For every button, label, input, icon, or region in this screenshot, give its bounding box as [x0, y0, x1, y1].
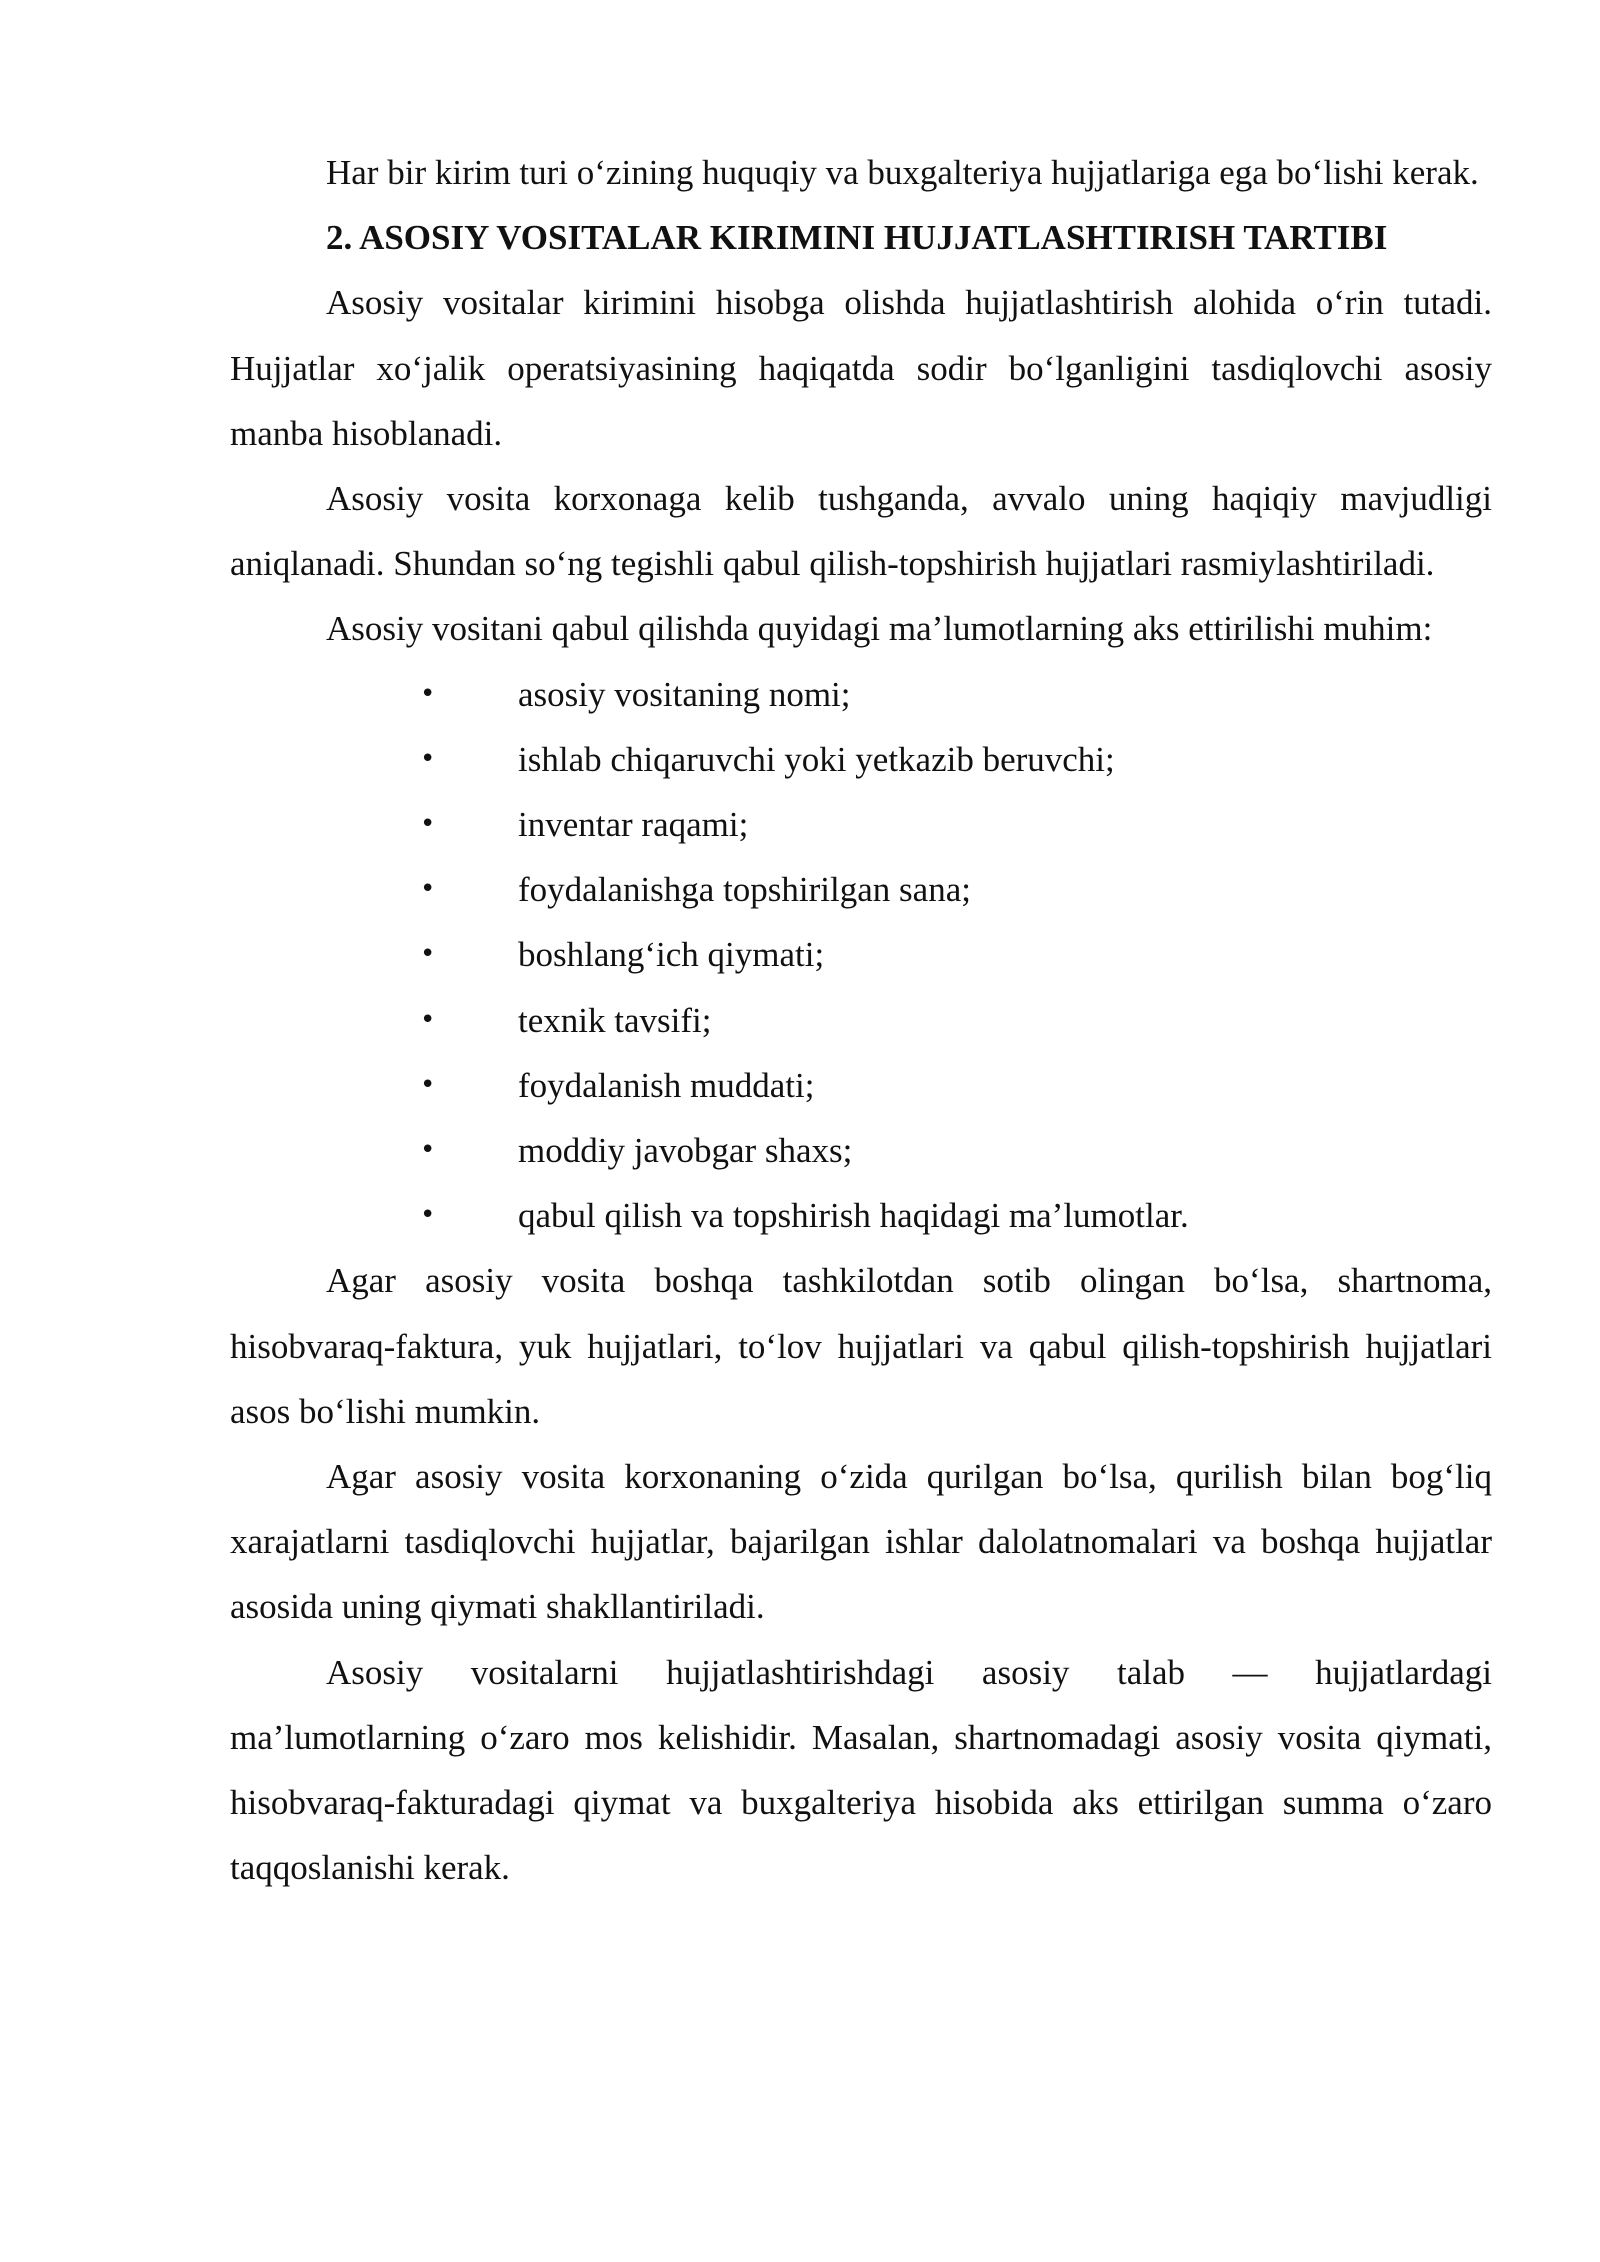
list-item	[230, 922, 1492, 987]
list-item	[230, 727, 1492, 792]
paragraph-7: Asosiy vositalarni hujjatlashtirishdagi asosiy talab — hujjatlardagi ma’lumotlarning o‘zaro mos kelishidir. Masalan, shartnomadagi asosiy vosita qiymati, hisobvaraq-fakturadagi qiymat va buxgalteriya hisobida aks ettirilgan summa o‘zaro taqqoslanishi kerak.	[230, 1652, 1492, 1888]
section-heading: 2. ASOSIY VOSITALAR KIRIMINI HUJJATLASHTIRISH TARTIBI	[326, 218, 1388, 258]
list-item	[230, 988, 1492, 1053]
list-item-text: inventar raqami;	[518, 805, 749, 845]
list-item-text: asosiy vositaning nomi;	[518, 674, 851, 714]
document-body	[230, 140, 1492, 1900]
list-item	[230, 662, 1492, 727]
paragraph-2: Asosiy vositalar kirimini hisobga olishda hujjatlashtirish alohida o‘rin tutadi. Hujjatlar xo‘jalik operatsiyasining haqiqatda sodir bo‘lganligini tasdiqlovchi asosiy manba hisoblanadi.	[230, 283, 1492, 453]
bullet-icon: •	[420, 1004, 436, 1035]
bullet-icon: •	[420, 939, 436, 970]
bullet-icon: •	[420, 809, 436, 840]
paragraph-3: Asosiy vosita korxonaga kelib tushganda, avvalo uning haqiqiy mavjudligi aniqlanadi. Shundan so‘ng tegishli qabul qilish-topshirish hujjatlari rasmiylashtiriladi.	[230, 479, 1492, 584]
paragraph-5: Agar asosiy vosita boshqa tashkilotdan sotib olingan bo‘lsa, shartnoma, hisobvaraq-faktura, yuk hujjatlari, to‘lov hujjatlari va qabul qilish-topshirish hujjatlari asos bo‘lishi mumkin.	[230, 1261, 1492, 1431]
bullet-icon: •	[420, 1069, 436, 1100]
list-item-text: moddiy javobgar shaxs;	[518, 1131, 853, 1171]
bullet-icon: •	[420, 874, 436, 905]
paragraph-4: Asosiy vositani qabul qilishda quyidagi ma’lumotlarning aks ettirilishi muhim:	[326, 609, 1433, 649]
bullet-icon: •	[420, 1135, 436, 1166]
list-item	[230, 857, 1492, 922]
paragraph-1: Har bir kirim turi o‘zining huquqiy va buxgalteriya hujjatlariga ega bo‘lishi kerak.	[326, 153, 1479, 192]
list-item	[230, 1118, 1492, 1183]
list-item	[230, 1183, 1492, 1248]
paragraph-6: Agar asosiy vosita korxonaning o‘zida qurilgan bo‘lsa, qurilish bilan bog‘liq xarajatlarni tasdiqlovchi hujjatlar, bajarilgan ishlar dalolatnomalari va boshqa hujjatlar asosida uning qiymati shakllantiriladi.	[230, 1457, 1492, 1627]
bullet-list	[230, 662, 1492, 1249]
bullet-icon: •	[420, 743, 436, 774]
list-item-text: boshlang‘ich qiymati;	[518, 935, 825, 975]
list-item-text: qabul qilish va topshirish haqidagi ma’lumotlar.	[518, 1196, 1189, 1236]
list-item-text: texnik tavsifi;	[518, 1000, 712, 1040]
list-item-text: foydalanishga topshirilgan sana;	[518, 870, 971, 910]
bullet-icon: •	[420, 678, 436, 709]
list-item	[230, 1053, 1492, 1118]
list-item-text: foydalanish muddati;	[518, 1065, 815, 1105]
list-item-text: ishlab chiqaruvchi yoki yetkazib beruvchi;	[518, 739, 1115, 779]
bullet-icon: •	[420, 1200, 436, 1231]
list-item	[230, 792, 1492, 857]
